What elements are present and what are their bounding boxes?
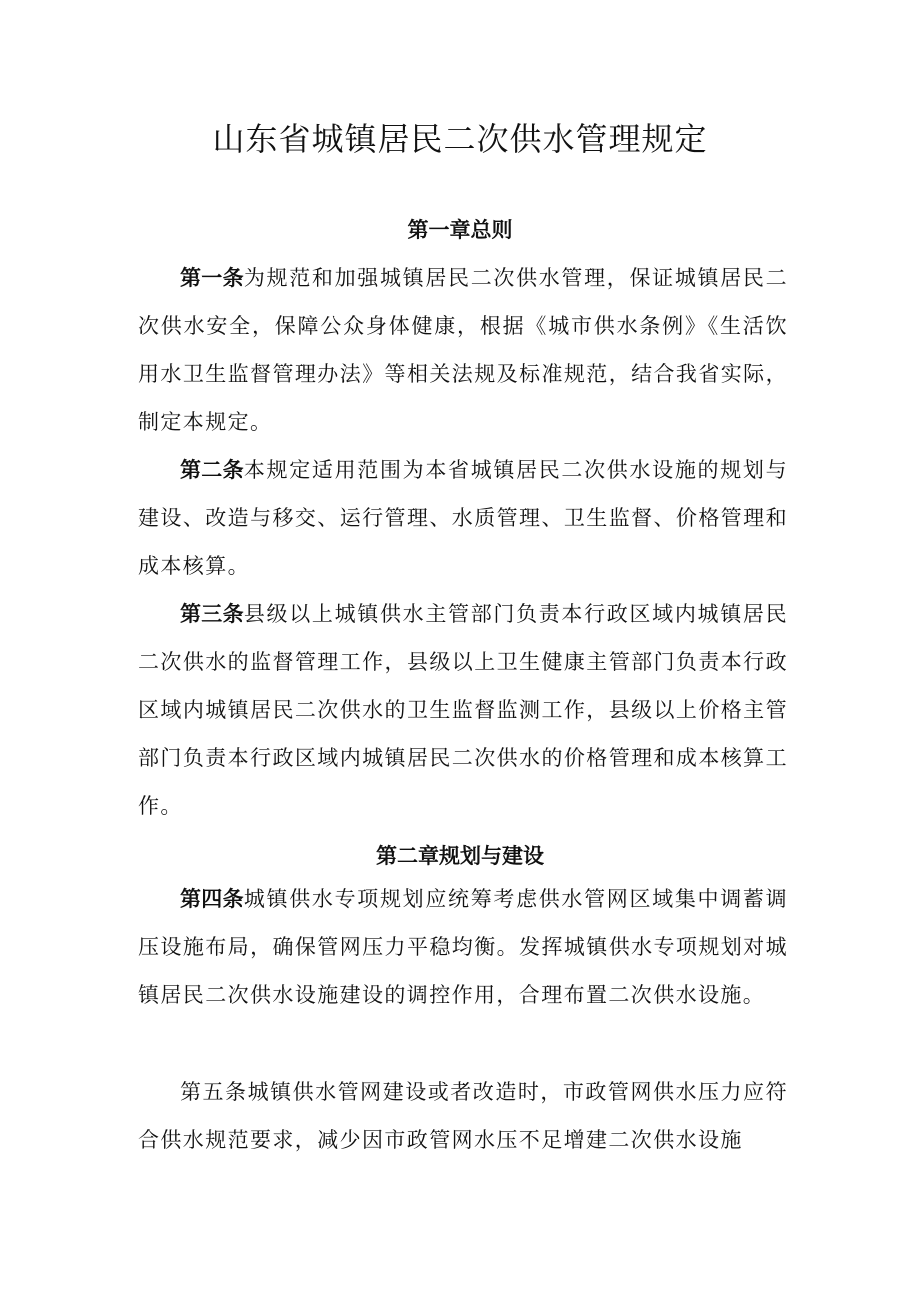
article-4 bbox=[138, 875, 788, 1019]
article-text: 县级以上城镇供水主管部门负责本行政区域内城镇居民二次供水的监督管理工作，县级以上卫生健康主管部门负责本行政区域内城镇居民二次供水的卫生监督监测工作，县级以上价格主管部门负责本行政区域内城镇居民二次供水的价格管理和成本核算工作。 bbox=[138, 602, 788, 818]
article-1 bbox=[138, 254, 788, 446]
article-2 bbox=[138, 446, 788, 590]
article-label: 第四条 bbox=[180, 887, 244, 911]
chapter-heading-1: 第一章总则 bbox=[407, 218, 513, 242]
chapter-heading-2: 第二章规划与建设 bbox=[376, 844, 544, 868]
article-5 bbox=[138, 1068, 788, 1164]
article-text: 城镇供水专项规划应统筹考虑供水管网区域集中调蓄调压设施布局，确保管网压力平稳均衡。发挥城镇供水专项规划对城镇居民二次供水设施建设的调控作用，合理布置二次供水设施。 bbox=[138, 887, 788, 1007]
article-text: 第五条城镇供水管网建设或者改造时，市政管网供水压力应符合供水规范要求，减少因市政管网水压不足增建二次供水设施 bbox=[138, 1080, 788, 1152]
article-text: 本规定适用范围为本省城镇居民二次供水设施的规划与建设、改造与移交、运行管理、水质管理、卫生监督、价格管理和成本核算。 bbox=[138, 458, 788, 578]
article-label: 第一条 bbox=[180, 266, 244, 290]
article-3 bbox=[138, 590, 788, 830]
document-title: 山东省城镇居民二次供水管理规定 bbox=[212, 120, 708, 158]
article-text: 为规范和加强城镇居民二次供水管理，保证城镇居民二次供水安全，保障公众身体健康，根据《城市供水条例》《生活饮用水卫生监督管理办法》等相关法规及标准规范，结合我省实际，制定本规定。 bbox=[138, 266, 788, 434]
article-label: 第二条 bbox=[180, 458, 244, 482]
article-label: 第三条 bbox=[180, 602, 244, 626]
